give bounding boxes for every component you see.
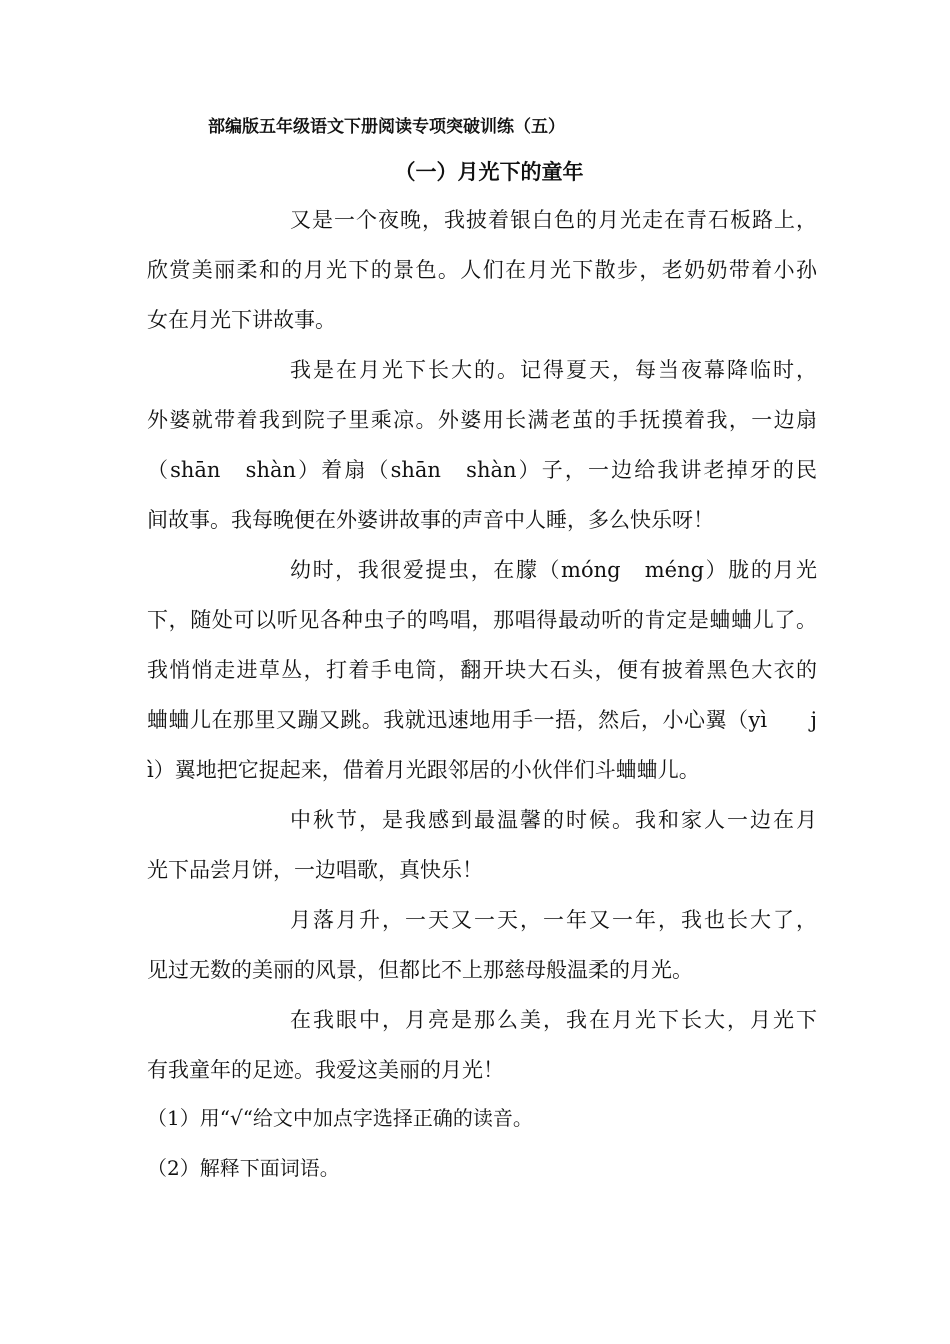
paragraph-line: （shān shàn）着扇（shān shàn）子，一边给我讲老掉牙的民 (147, 458, 817, 482)
paragraph-line: 蛐蛐儿在那里又蹦又跳。我就迅速地用手一捂，然后，小心翼（yì j (147, 708, 817, 732)
passage-title (0, 156, 950, 186)
passage-title-text: （一）月光下的童年 (394, 160, 584, 184)
paragraph-line: 女在月光下讲故事。 (147, 308, 336, 332)
paragraph-line: 间故事。我每晚便在外婆讲故事的声音中人睡，多么快乐呀！ (147, 508, 714, 532)
paragraph-line: 有我童年的足迹。我爱这美丽的月光！ (147, 1058, 504, 1082)
document-header: 部编版五年级语文下册阅读专项突破训练（五） (208, 117, 565, 137)
paragraph-line: 中秋节，是我感到最温馨的时候。我和家人一边在月 (290, 808, 817, 832)
paragraph-line: 外婆就带着我到院子里乘凉。外婆用长满老茧的手抚摸着我，一边扇 (147, 408, 817, 432)
paragraph-line: 幼时，我很爱提虫，在朦（móng méng）胧的月光 (290, 558, 817, 582)
paragraph-line: 我悄悄走进草丛，打着手电筒，翻开块大石头，便有披着黑色大衣的 (147, 658, 817, 682)
paragraph-line: 我是在月光下长大的。记得夏天，每当夜幕降临时， (290, 358, 817, 382)
question-2: （2）解释下面词语。 (147, 1156, 340, 1180)
paragraph-line: 又是一个夜晚，我披着银白色的月光走在青石板路上， (290, 208, 817, 232)
paragraph-line: 光下品尝月饼，一边唱歌，真快乐！ (147, 858, 483, 882)
paragraph-line: 下，随处可以听见各种虫子的鸣唱，那唱得最动听的肯定是蛐蛐儿了。 (147, 608, 817, 632)
paragraph-line: 月落月升，一天又一天，一年又一年，我也长大了， (290, 908, 817, 932)
question-1: （1）用“√“给文中加点字选择正确的读音。 (147, 1106, 533, 1130)
paragraph-line: ì）翼地把它捉起来，借着月光跟邻居的小伙伴们斗蛐蛐儿。 (147, 758, 700, 782)
paragraph-line: 见过无数的美丽的风景，但都比不上那慈母般温柔的月光。 (147, 958, 693, 982)
paragraph-line: 欣赏美丽柔和的月光下的景色。人们在月光下散步，老奶奶带着小孙 (147, 258, 817, 282)
paragraph-line: 在我眼中，月亮是那么美，我在月光下长大，月光下 (290, 1008, 817, 1032)
